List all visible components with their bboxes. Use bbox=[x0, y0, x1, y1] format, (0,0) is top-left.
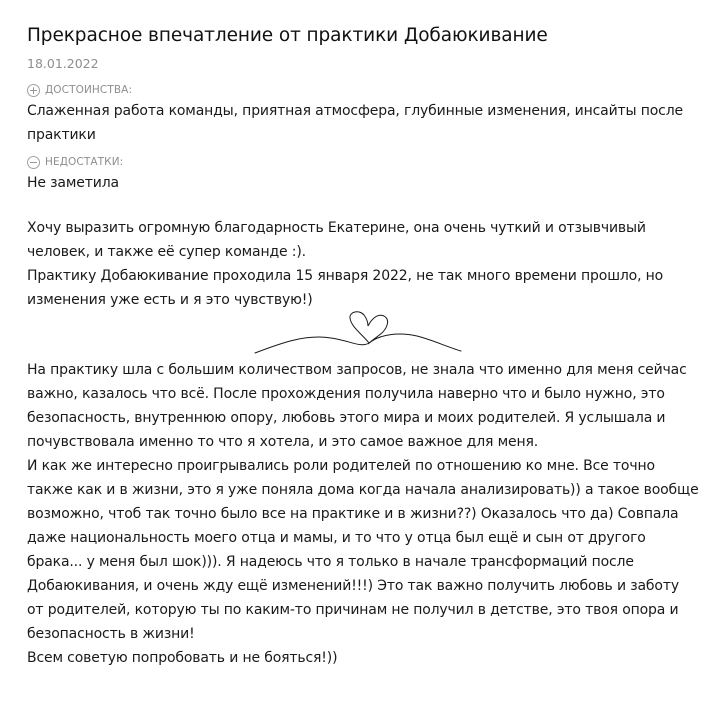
review-body-intro bbox=[27, 216, 699, 312]
body-paragraph: На практику шла с большим количеством запросов, не знала что именно для меня сейчас важно, казалось что всё. После прохождения получила наверно что и было нужно, это безопасность, внутреннюю опору, любовь этого мира и моих родителей. Я услышала и почувствовала именно то что я хотела, и это самое важное для меня. bbox=[27, 362, 687, 450]
pros-label-text: ДОСТОИНСТВА: bbox=[45, 84, 133, 96]
pros-text: Слаженная работа команды, приятная атмосфера, глубинные изменения, инсайты после практики bbox=[27, 103, 683, 143]
cons-label bbox=[27, 155, 699, 169]
body-paragraph: Хочу выразить огромную благодарность Екатерине, она очень чуткий и отзывчивый человек, и также её супер команде :). bbox=[27, 220, 646, 260]
cons-text: Не заметила bbox=[27, 175, 119, 191]
cons-label-text: НЕДОСТАТКИ: bbox=[45, 156, 124, 168]
review-card bbox=[27, 24, 699, 670]
plus-circle-icon: + bbox=[28, 83, 39, 97]
body-paragraph: Практику Добаюкивание проходила 15 января 2022, не так много времени прошло, но изменения уже есть и я это чувствую!) bbox=[27, 268, 664, 308]
pros-label bbox=[27, 83, 699, 97]
body-paragraph: И как же интересно проигрывались роли родителей по отношению ко мне. Все точно также как и в жизни, это я уже поняла дома когда начала анализировать)) а такое вообще возможно, чтоб так точно было все на практике и в жизни??) Оказалось что да) Совпала даже национальность моего отца и мамы, и то что у отца был ещё и сын от другого брака... у меня был шок))). Я надеюсь что я только в начале трансформаций после Добаюкивания, и очень жду ещё изменений!!!) Это так важно получить любовь и заботу от родителей, которую ты по каким-то причинам не получил в детстве, это твоя опора и безопасность в жизни! bbox=[27, 458, 699, 642]
review-body-main bbox=[27, 358, 699, 670]
minus-circle-icon: − bbox=[28, 155, 39, 169]
review-title: Прекрасное впечатление от практики Добаюкивание bbox=[27, 25, 548, 46]
review-date: 18.01.2022 bbox=[27, 56, 99, 71]
body-paragraph: Всем советую попробовать и не бояться!)) bbox=[27, 650, 338, 666]
heart-divider-icon bbox=[251, 310, 465, 358]
